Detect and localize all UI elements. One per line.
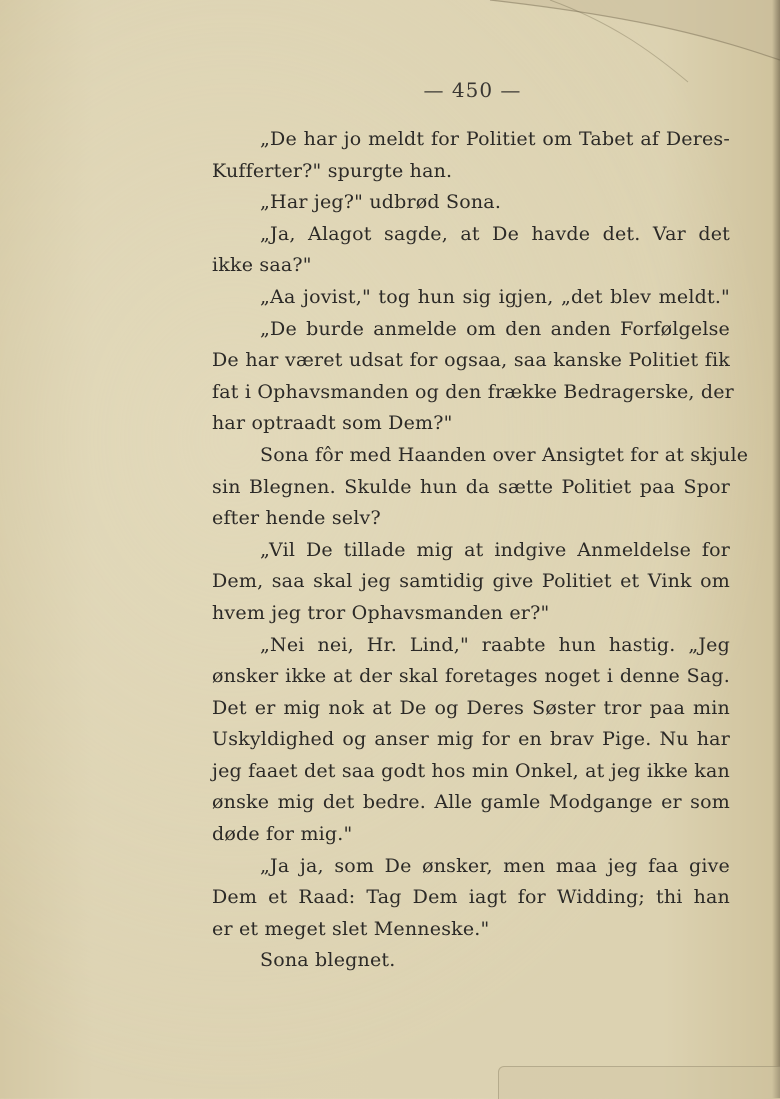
text-line: „Har jeg?" udbrød Sona. — [260, 191, 502, 214]
page-edge-shadow — [772, 0, 780, 1098]
text-line: Det er mig nok at De og Deres Søster tror paa min — [212, 696, 730, 719]
page-number: — 450 — — [423, 78, 522, 102]
text-line: jeg faaet det saa godt hos min Onkel, at jeg ikke kan — [212, 759, 730, 782]
text-line: De har været udsat for ogsaa, saa kanske Politiet fik — [212, 349, 730, 372]
text-line: sin Blegnen. Skulde hun da sætte Politiet paa Spor — [212, 475, 730, 498]
text-line: ønsker ikke at der skal foretages noget i denne Sag. — [212, 665, 730, 688]
body-text — [212, 124, 749, 977]
text-line: „Ja ja, som De ønsker, men maa jeg faa give — [260, 854, 730, 877]
text-line: „Vil De tillade mig at indgive Anmeldelse for — [260, 538, 730, 561]
text-line: efter hende selv? — [212, 507, 381, 530]
text-line: Dem et Raad: Tag Dem iagt for Widding; thi han — [212, 886, 730, 909]
text-line: ikke saa?" — [212, 254, 312, 277]
text-line: Sona fôr med Haanden over Ansigtet for at skjule — [260, 443, 749, 466]
page-bottom-fold — [498, 1066, 780, 1099]
text-line: har optraadt som Dem?" — [212, 412, 453, 435]
text-line: „Ja, Alagot sagde, at De havde det. Var det — [260, 222, 730, 245]
text-line: Kufferter?" spurgte han. — [212, 159, 453, 182]
text-line: døde for mig." — [212, 823, 353, 846]
text-line: ønske mig det bedre. Alle gamle Modgange er som — [212, 791, 730, 814]
text-line: „De burde anmelde om den anden Forfølgelse — [260, 317, 730, 340]
text-line: Dem, saa skal jeg samtidig give Politiet et Vink om — [212, 570, 730, 593]
text-line: Uskyldighed og anser mig for en brav Pige. Nu har — [212, 728, 730, 751]
text-line: „Nei nei, Hr. Lind," raabte hun hastig. „Jeg — [260, 633, 730, 656]
text-line: „Aa jovist," tog hun sig igjen, „det blev meldt." — [260, 285, 730, 308]
text-line: fat i Ophavsmanden og den frække Bedragerske, der — [212, 380, 734, 403]
text-line: er et meget slet Menneske." — [212, 917, 490, 940]
text-line: hvem jeg tror Ophavsmanden er?" — [212, 601, 550, 624]
text-line: „De har jo meldt for Politiet om Tabet af Deres- — [260, 128, 730, 150]
text-line: Sona blegnet. — [260, 949, 396, 972]
